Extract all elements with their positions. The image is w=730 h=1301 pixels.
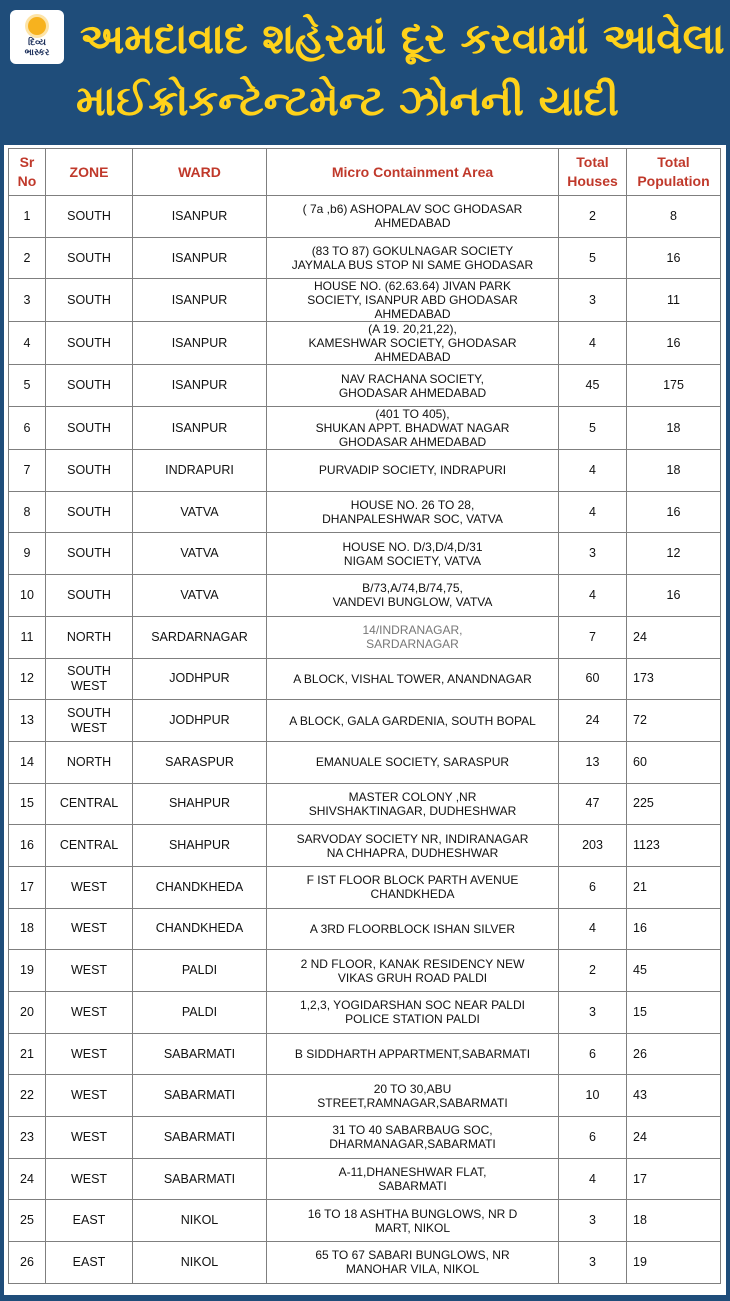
table-row xyxy=(9,950,721,992)
cell-ward: SHAHPUR xyxy=(133,783,267,825)
bottom-border xyxy=(0,1295,730,1301)
cell-sr-no: 15 xyxy=(9,783,46,825)
table-header-row xyxy=(9,149,721,196)
column-header-area: Micro Containment Area xyxy=(267,149,559,196)
cell-houses: 47 xyxy=(559,783,627,825)
cell-sr-no: 12 xyxy=(9,658,46,700)
cell-ward: PALDI xyxy=(133,992,267,1034)
cell-zone: SOUTH xyxy=(46,491,133,533)
cell-population: 16 xyxy=(627,575,721,617)
cell-ward: JODHPUR xyxy=(133,700,267,742)
cell-population: 19 xyxy=(627,1242,721,1284)
column-header-ward: WARD xyxy=(133,149,267,196)
cell-area: 16 TO 18 ASHTHA BUNGLOWS, NR D MART, NIKOL xyxy=(267,1200,559,1242)
cell-area: 14/INDRANAGAR, SARDARNAGAR xyxy=(267,616,559,658)
table-row xyxy=(9,237,721,279)
cell-sr-no: 1 xyxy=(9,196,46,238)
cell-zone: WEST xyxy=(46,1158,133,1200)
cell-zone: NORTH xyxy=(46,616,133,658)
cell-zone: NORTH xyxy=(46,741,133,783)
cell-zone: SOUTH WEST xyxy=(46,700,133,742)
table-row xyxy=(9,658,721,700)
cell-sr-no: 23 xyxy=(9,1117,46,1159)
table-row xyxy=(9,908,721,950)
cell-sr-no: 22 xyxy=(9,1075,46,1117)
title-line-2: માઈક્રોકન્ટેન્ટમેન્ટ ઝોનની યાદી xyxy=(76,76,619,125)
cell-zone: SOUTH xyxy=(46,365,133,407)
cell-sr-no: 18 xyxy=(9,908,46,950)
cell-ward: INDRAPURI xyxy=(133,450,267,492)
cell-population: 18 xyxy=(627,450,721,492)
column-header-population: Total Population xyxy=(627,149,721,196)
cell-area: EMANUALE SOCIETY, SARASPUR xyxy=(267,741,559,783)
cell-houses: 5 xyxy=(559,237,627,279)
cell-houses: 3 xyxy=(559,279,627,322)
table-row xyxy=(9,1242,721,1284)
table-row xyxy=(9,992,721,1034)
cell-ward: ISANPUR xyxy=(133,279,267,322)
containment-table-wrapper xyxy=(8,148,720,1284)
cell-population: 24 xyxy=(627,616,721,658)
table-row xyxy=(9,533,721,575)
table-body xyxy=(9,196,721,1284)
cell-ward: ISANPUR xyxy=(133,237,267,279)
cell-houses: 6 xyxy=(559,1033,627,1075)
cell-area: 65 TO 67 SABARI BUNGLOWS, NR MANOHAR VILA, NIKOL xyxy=(267,1242,559,1284)
column-header-zone: ZONE xyxy=(46,149,133,196)
cell-sr-no: 24 xyxy=(9,1158,46,1200)
cell-ward: SARDARNAGAR xyxy=(133,616,267,658)
cell-population: 26 xyxy=(627,1033,721,1075)
cell-sr-no: 21 xyxy=(9,1033,46,1075)
cell-sr-no: 4 xyxy=(9,322,46,365)
cell-population: 21 xyxy=(627,866,721,908)
cell-ward: NIKOL xyxy=(133,1200,267,1242)
cell-sr-no: 16 xyxy=(9,825,46,867)
cell-area: HOUSE NO. D/3,D/4,D/31 NIGAM SOCIETY, VATVA xyxy=(267,533,559,575)
header-banner xyxy=(0,0,730,145)
table-row xyxy=(9,741,721,783)
cell-area: 1,2,3, YOGIDARSHAN SOC NEAR PALDI POLICE STATION PALDI xyxy=(267,992,559,1034)
cell-houses: 6 xyxy=(559,866,627,908)
cell-houses: 60 xyxy=(559,658,627,700)
cell-sr-no: 26 xyxy=(9,1242,46,1284)
cell-houses: 4 xyxy=(559,908,627,950)
cell-zone: SOUTH xyxy=(46,279,133,322)
cell-sr-no: 20 xyxy=(9,992,46,1034)
cell-ward: SABARMATI xyxy=(133,1117,267,1159)
cell-houses: 10 xyxy=(559,1075,627,1117)
cell-sr-no: 7 xyxy=(9,450,46,492)
cell-population: 16 xyxy=(627,908,721,950)
cell-sr-no: 6 xyxy=(9,407,46,450)
cell-population: 43 xyxy=(627,1075,721,1117)
cell-houses: 5 xyxy=(559,407,627,450)
cell-population: 225 xyxy=(627,783,721,825)
column-header-sr-no: Sr No xyxy=(9,149,46,196)
cell-sr-no: 8 xyxy=(9,491,46,533)
left-border xyxy=(0,145,4,1295)
cell-population: 8 xyxy=(627,196,721,238)
cell-population: 45 xyxy=(627,950,721,992)
cell-sr-no: 25 xyxy=(9,1200,46,1242)
cell-ward: ISANPUR xyxy=(133,407,267,450)
cell-ward: CHANDKHEDA xyxy=(133,866,267,908)
cell-zone: SOUTH xyxy=(46,322,133,365)
cell-population: 16 xyxy=(627,491,721,533)
cell-area: A BLOCK, GALA GARDENIA, SOUTH BOPAL xyxy=(267,700,559,742)
cell-houses: 4 xyxy=(559,450,627,492)
right-border xyxy=(726,145,730,1295)
table-row xyxy=(9,783,721,825)
cell-area: HOUSE NO. 26 TO 28, DHANPALESHWAR SOC, VATVA xyxy=(267,491,559,533)
table-row xyxy=(9,700,721,742)
cell-houses: 13 xyxy=(559,741,627,783)
cell-ward: VATVA xyxy=(133,533,267,575)
cell-houses: 4 xyxy=(559,491,627,533)
cell-ward: VATVA xyxy=(133,491,267,533)
cell-sr-no: 19 xyxy=(9,950,46,992)
cell-zone: WEST xyxy=(46,1033,133,1075)
cell-houses: 45 xyxy=(559,365,627,407)
cell-population: 18 xyxy=(627,1200,721,1242)
cell-area: A 3RD FLOORBLOCK ISHAN SILVER xyxy=(267,908,559,950)
cell-population: 12 xyxy=(627,533,721,575)
cell-houses: 6 xyxy=(559,1117,627,1159)
table-row xyxy=(9,491,721,533)
table-row xyxy=(9,616,721,658)
table-row xyxy=(9,1200,721,1242)
cell-population: 72 xyxy=(627,700,721,742)
title-line-1: અમદાવાદ શહેરમાં દૂર કરવામાં આવેલા xyxy=(80,14,725,63)
cell-zone: SOUTH xyxy=(46,196,133,238)
cell-area: NAV RACHANA SOCIETY, GHODASAR AHMEDABAD xyxy=(267,365,559,407)
cell-zone: EAST xyxy=(46,1200,133,1242)
containment-table xyxy=(8,148,721,1284)
cell-ward: JODHPUR xyxy=(133,658,267,700)
cell-zone: SOUTH xyxy=(46,407,133,450)
cell-area: A BLOCK, VISHAL TOWER, ANANDNAGAR xyxy=(267,658,559,700)
cell-ward: NIKOL xyxy=(133,1242,267,1284)
cell-area: 31 TO 40 SABARBAUG SOC, DHARMANAGAR,SABARMATI xyxy=(267,1117,559,1159)
cell-area: 20 TO 30,ABU STREET,RAMNAGAR,SABARMATI xyxy=(267,1075,559,1117)
cell-ward: SABARMATI xyxy=(133,1158,267,1200)
cell-zone: WEST xyxy=(46,866,133,908)
cell-sr-no: 13 xyxy=(9,700,46,742)
cell-area: PURVADIP SOCIETY, INDRAPURI xyxy=(267,450,559,492)
divya-bhaskar-logo xyxy=(10,10,64,64)
cell-houses: 3 xyxy=(559,1242,627,1284)
table-row xyxy=(9,196,721,238)
cell-houses: 3 xyxy=(559,992,627,1034)
table-row xyxy=(9,825,721,867)
cell-area: (83 TO 87) GOKULNAGAR SOCIETY JAYMALA BUS STOP NI SAME GHODASAR xyxy=(267,237,559,279)
cell-zone: WEST xyxy=(46,908,133,950)
cell-ward: SABARMATI xyxy=(133,1075,267,1117)
table-row xyxy=(9,1075,721,1117)
table-row xyxy=(9,1117,721,1159)
cell-ward: VATVA xyxy=(133,575,267,617)
cell-area: B SIDDHARTH APPARTMENT,SABARMATI xyxy=(267,1033,559,1075)
table-row xyxy=(9,407,721,450)
cell-population: 18 xyxy=(627,407,721,450)
cell-sr-no: 10 xyxy=(9,575,46,617)
cell-sr-no: 14 xyxy=(9,741,46,783)
sun-icon xyxy=(28,17,46,35)
cell-sr-no: 2 xyxy=(9,237,46,279)
table-row xyxy=(9,1033,721,1075)
cell-population: 173 xyxy=(627,658,721,700)
cell-zone: CENTRAL xyxy=(46,825,133,867)
cell-sr-no: 5 xyxy=(9,365,46,407)
cell-houses: 7 xyxy=(559,616,627,658)
cell-houses: 2 xyxy=(559,950,627,992)
cell-population: 175 xyxy=(627,365,721,407)
cell-area: (A 19. 20,21,22), KAMESHWAR SOCIETY, GHODASAR AHMEDABAD xyxy=(267,322,559,365)
cell-zone: WEST xyxy=(46,950,133,992)
cell-ward: SHAHPUR xyxy=(133,825,267,867)
cell-area: B/73,A/74,B/74,75, VANDEVI BUNGLOW, VATVA xyxy=(267,575,559,617)
cell-ward: PALDI xyxy=(133,950,267,992)
cell-population: 11 xyxy=(627,279,721,322)
cell-area: (401 TO 405), SHUKAN APPT. BHADWAT NAGAR GHODASAR AHMEDABAD xyxy=(267,407,559,450)
table-row xyxy=(9,279,721,322)
cell-sr-no: 3 xyxy=(9,279,46,322)
cell-houses: 4 xyxy=(559,322,627,365)
cell-zone: CENTRAL xyxy=(46,783,133,825)
cell-houses: 3 xyxy=(559,1200,627,1242)
cell-houses: 2 xyxy=(559,196,627,238)
cell-ward: SABARMATI xyxy=(133,1033,267,1075)
cell-zone: SOUTH xyxy=(46,575,133,617)
page-title xyxy=(76,8,725,132)
cell-zone: SOUTH xyxy=(46,533,133,575)
cell-ward: ISANPUR xyxy=(133,196,267,238)
cell-zone: EAST xyxy=(46,1242,133,1284)
logo-text: દિવ્ય ભાસ્કર xyxy=(24,37,50,58)
cell-ward: CHANDKHEDA xyxy=(133,908,267,950)
cell-houses: 3 xyxy=(559,533,627,575)
cell-houses: 203 xyxy=(559,825,627,867)
cell-ward: SARASPUR xyxy=(133,741,267,783)
cell-population: 16 xyxy=(627,237,721,279)
column-header-houses: Total Houses xyxy=(559,149,627,196)
table-row xyxy=(9,1158,721,1200)
cell-zone: WEST xyxy=(46,1075,133,1117)
cell-zone: SOUTH xyxy=(46,450,133,492)
cell-houses: 4 xyxy=(559,575,627,617)
cell-area: ( 7a ,b6) ASHOPALAV SOC GHODASAR AHMEDABAD xyxy=(267,196,559,238)
cell-houses: 4 xyxy=(559,1158,627,1200)
cell-ward: ISANPUR xyxy=(133,365,267,407)
cell-area: MASTER COLONY ,NR SHIVSHAKTINAGAR, DUDHESHWAR xyxy=(267,783,559,825)
table-row xyxy=(9,866,721,908)
cell-zone: SOUTH WEST xyxy=(46,658,133,700)
table-row xyxy=(9,365,721,407)
cell-zone: WEST xyxy=(46,992,133,1034)
cell-area: 2 ND FLOOR, KANAK RESIDENCY NEW VIKAS GRUH ROAD PALDI xyxy=(267,950,559,992)
cell-population: 1123 xyxy=(627,825,721,867)
cell-population: 15 xyxy=(627,992,721,1034)
cell-area: A-11,DHANESHWAR FLAT, SABARMATI xyxy=(267,1158,559,1200)
table-row xyxy=(9,575,721,617)
table-row xyxy=(9,450,721,492)
cell-population: 16 xyxy=(627,322,721,365)
cell-population: 17 xyxy=(627,1158,721,1200)
cell-sr-no: 9 xyxy=(9,533,46,575)
cell-houses: 24 xyxy=(559,700,627,742)
cell-sr-no: 11 xyxy=(9,616,46,658)
cell-area: F IST FLOOR BLOCK PARTH AVENUE CHANDKHEDA xyxy=(267,866,559,908)
cell-ward: ISANPUR xyxy=(133,322,267,365)
cell-population: 24 xyxy=(627,1117,721,1159)
table-row xyxy=(9,322,721,365)
cell-population: 60 xyxy=(627,741,721,783)
cell-zone: SOUTH xyxy=(46,237,133,279)
cell-area: SARVODAY SOCIETY NR, INDIRANAGAR NA CHHAPRA, DUDHESHWAR xyxy=(267,825,559,867)
cell-area: HOUSE NO. (62.63.64) JIVAN PARK SOCIETY, ISANPUR ABD GHODASAR AHMEDABAD xyxy=(267,279,559,322)
cell-zone: WEST xyxy=(46,1117,133,1159)
cell-sr-no: 17 xyxy=(9,866,46,908)
